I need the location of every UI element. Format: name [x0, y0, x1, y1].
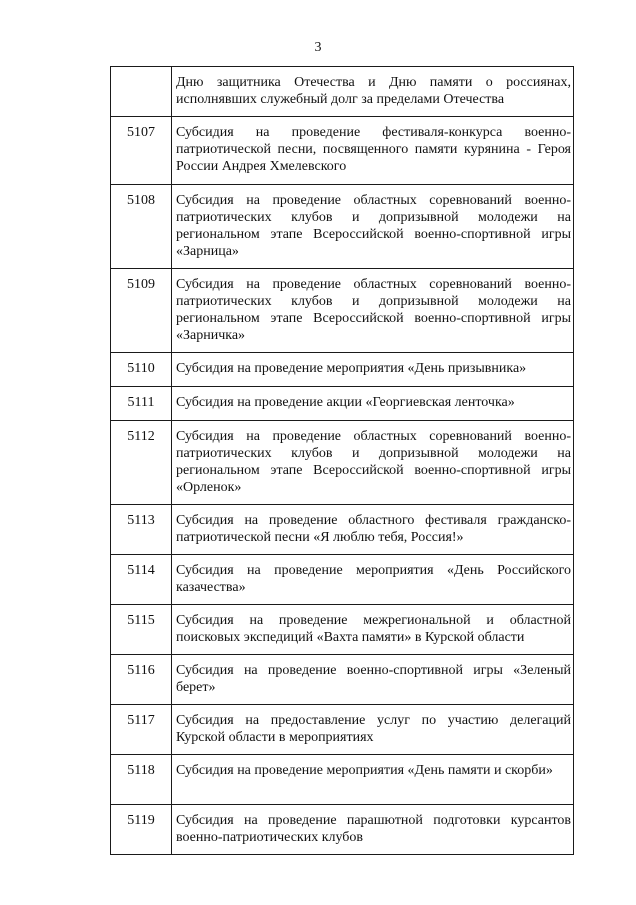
- row-code: 5111: [111, 387, 172, 421]
- table-row: [111, 421, 574, 505]
- row-description: Субсидия на проведение мероприятия «День призывника»: [172, 353, 574, 387]
- row-description: Субсидия на проведение парашютной подготовки курсантов военно-патриотических клубов: [172, 805, 574, 855]
- row-description: Субсидия на проведение межрегиональной и областной поисковых экспедиций «Вахта памяти» в Курской области: [172, 605, 574, 655]
- row-description: Субсидия на проведение областных соревнований военно-патриотических клубов и допризывной молодежи на региональном этапе Всероссийской военно-спортивной игры «Зарничка»: [172, 269, 574, 353]
- table-row: [111, 67, 574, 117]
- row-code: [111, 67, 172, 117]
- row-code: 5109: [111, 269, 172, 353]
- row-code: 5112: [111, 421, 172, 505]
- table-row: [111, 387, 574, 421]
- table-row: [111, 705, 574, 755]
- table-body: [111, 67, 574, 855]
- table-row: [111, 805, 574, 855]
- table-row: [111, 555, 574, 605]
- table-row: [111, 117, 574, 185]
- row-code: 5117: [111, 705, 172, 755]
- subsidy-table: [110, 66, 574, 855]
- row-code: 5116: [111, 655, 172, 705]
- table-row: [111, 505, 574, 555]
- row-code: 5110: [111, 353, 172, 387]
- page-number: 3: [314, 40, 322, 55]
- row-code: 5113: [111, 505, 172, 555]
- table-row: [111, 605, 574, 655]
- row-code: 5114: [111, 555, 172, 605]
- row-code: 5108: [111, 185, 172, 269]
- table-row: [111, 655, 574, 705]
- row-description: Субсидия на проведение мероприятия «День памяти и скорби»: [172, 755, 574, 805]
- row-description: Субсидия на проведение фестиваля-конкурса военно-патриотической песни, посвященного памяти курянина - Героя России Андрея Хмелевского: [172, 117, 574, 185]
- row-description: Субсидия на проведение областных соревнований военно-патриотических клубов и допризывной молодежи на региональном этапе Всероссийской военно-спортивной игры «Зарница»: [172, 185, 574, 269]
- table-row: [111, 353, 574, 387]
- row-code: 5119: [111, 805, 172, 855]
- row-code: 5107: [111, 117, 172, 185]
- row-code: 5115: [111, 605, 172, 655]
- table-row: [111, 269, 574, 353]
- row-description: Субсидия на проведение областного фестиваля гражданско-патриотической песни «Я люблю тебя, Россия!»: [172, 505, 574, 555]
- table-row: [111, 185, 574, 269]
- row-description: Субсидия на проведение военно-спортивной игры «Зеленый берет»: [172, 655, 574, 705]
- row-description: Дню защитника Отечества и Дню памяти о россиянах, исполнявших служебный долг за пределами Отечества: [172, 67, 574, 117]
- row-description: Субсидия на предоставление услуг по участию делегаций Курской области в мероприятиях: [172, 705, 574, 755]
- row-description: Субсидия на проведение мероприятия «День Российского казачества»: [172, 555, 574, 605]
- row-code: 5118: [111, 755, 172, 805]
- row-description: Субсидия на проведение областных соревнований военно-патриотических клубов и допризывной молодежи на региональном этапе Всероссийской военно-спортивной игры «Орленок»: [172, 421, 574, 505]
- table-row: [111, 755, 574, 805]
- row-description: Субсидия на проведение акции «Георгиевская ленточка»: [172, 387, 574, 421]
